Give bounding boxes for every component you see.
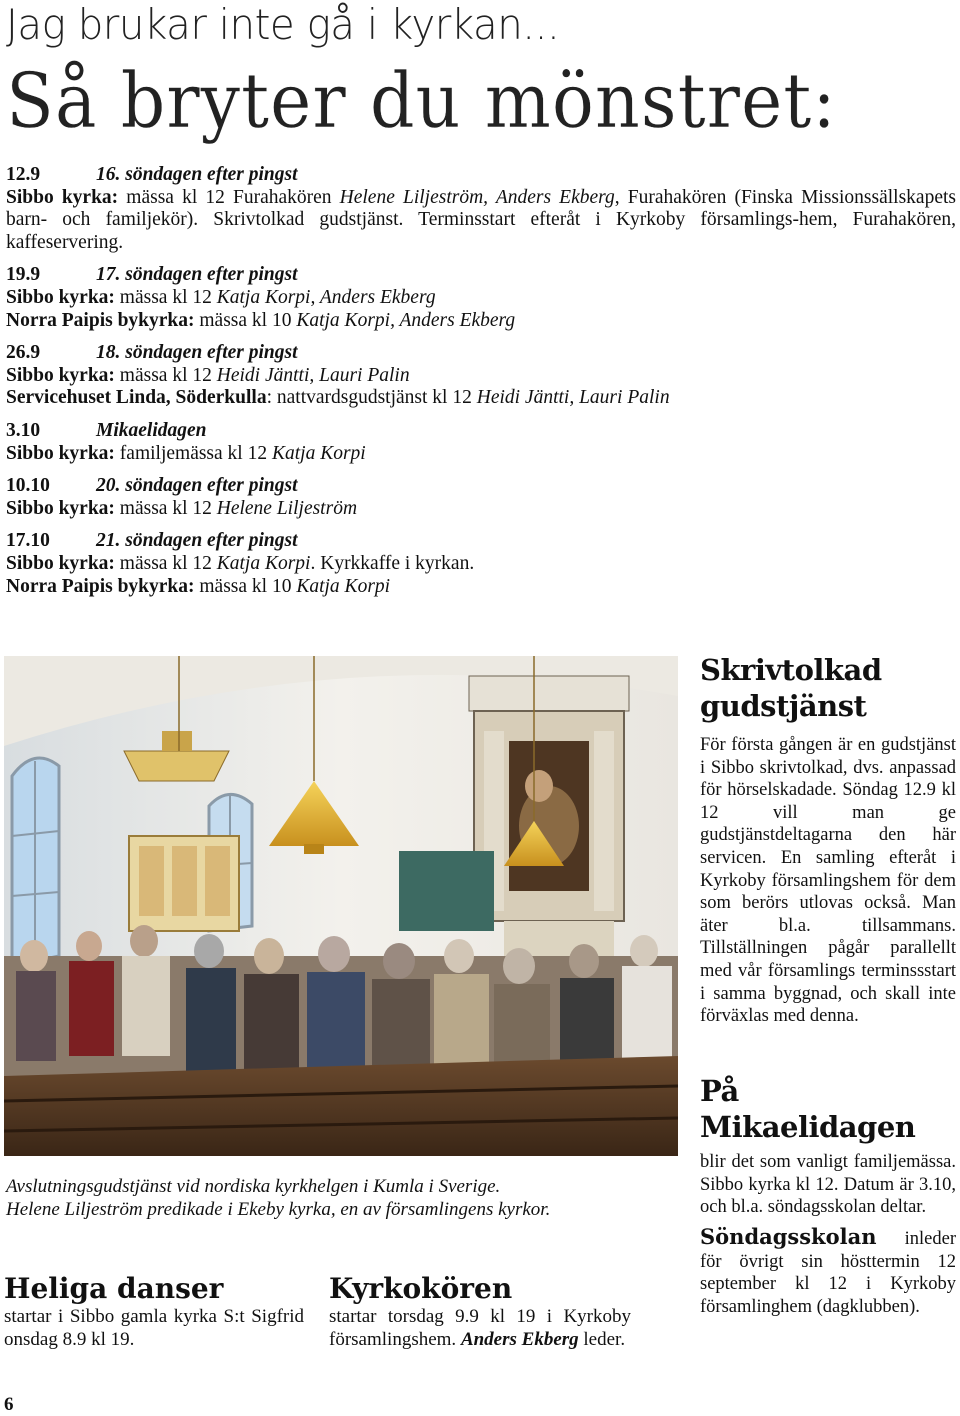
caption-line: Helene Liljeström predikade i Ekeby kyrka, en av församlingens kyrkor. — [6, 1198, 551, 1220]
entry-rest: . Kyrkkaffe i kyrkan. — [310, 552, 475, 574]
entry-location: Norra Paipis bykyrka: — [6, 575, 195, 597]
entry-names: Helene Liljeström, Anders Ekberg — [339, 186, 615, 208]
entry-day: 18. söndagen efter pingst — [96, 342, 298, 364]
entry-text: mässa kl 10 — [194, 575, 297, 597]
entry-text: mässa kl 12 — [114, 497, 217, 519]
page-number: 6 — [4, 1394, 14, 1415]
entry-date: 3.10 — [6, 419, 41, 441]
page-subtitle: Jag brukar inte gå i kyrkan... — [6, 0, 560, 49]
sidebar-bold-lead: Söndagsskolan — [700, 1224, 877, 1249]
box-text: startar torsdag 9.9 kl 19 i Kyrkoby församlingshem. — [329, 1306, 631, 1350]
entry-day: 17. söndagen efter pingst — [96, 264, 298, 286]
entry-text: mässa kl 12 — [114, 364, 217, 386]
entry-location: Sibbo kyrka: — [6, 286, 115, 308]
entry-location: Servicehuset Linda, Söderkulla — [6, 387, 267, 409]
sidebar-text: blir det som vanligt familjemässa. Sibbo kyrka kl 12. Datum är 3.10, och bl.a. söndagsskolan deltar. — [700, 1152, 956, 1218]
sidebar-skrivtolkad — [700, 652, 956, 1028]
entry-location: Sibbo kyrka: — [6, 497, 115, 519]
entry-rest: , Furahakören (Finska Missionssällskapets barn- och familjekör). Skrivtolkad gudstjänst. Terminsstart efteråt i Kyrkoby församlings-hem, Furahakören, kaffeservering. — [6, 186, 956, 253]
entry-date: 10.10 — [6, 475, 50, 497]
schedule-entry — [6, 420, 956, 465]
photo-caption — [6, 1176, 686, 1221]
box-kyrkokoren — [329, 1272, 631, 1351]
entry-date: 17.10 — [6, 530, 50, 552]
entry-names: Katja Korpi, Anders Ekberg — [296, 309, 516, 331]
church-interior-photo — [4, 656, 678, 1156]
sidebar-sondagsskolan — [700, 1226, 956, 1318]
sidebar-text: För första gången är en gudstjänst i Sibbo skrivtolkad, dvs. anpassad för hörselskadade. Söndag 12.9 kl 12 vill man ge gudstjänstdeltagarna den här servicen. En samling efteråt i Kyrkoby församlingshem för dem som berörs utlovas också. Man äter bl.a. tillsammans. Tillställningen pågår parallellt med vår församlings terminssstart i samma byggnad, och skall inte förväxlas med denna. — [700, 735, 956, 1027]
entry-text: : nattvardsgudstjänst kl 12 — [266, 387, 477, 409]
entry-text: mässa kl 12 — [114, 552, 217, 574]
entry-date: 12.9 — [6, 164, 41, 185]
caption-line: Avslutningsgudstjänst vid nordiska kyrkhelgen i Kumla i Sverige. — [6, 1176, 501, 1197]
entry-names: Helene Liljeström — [216, 497, 358, 519]
entry-day: Mikaelidagen — [96, 419, 207, 441]
entry-names: Heidi Jäntti, Lauri Palin — [476, 387, 670, 409]
box-name: Anders Ekberg — [460, 1328, 579, 1350]
entry-location: Sibbo kyrka: — [6, 364, 115, 386]
schedule-entry — [6, 475, 956, 520]
entry-location: Sibbo kyrka: — [6, 186, 119, 208]
box-heading: Heliga danser — [4, 1272, 224, 1305]
sidebar-heading: Skrivtolkad gudstjänst — [700, 653, 882, 723]
entry-day: 21. söndagen efter pingst — [96, 530, 298, 552]
entry-names: Katja Korpi — [271, 442, 366, 464]
box-heading: Kyrkokören — [329, 1272, 513, 1305]
page-title: Så bryter du mönstret: — [6, 56, 837, 145]
box-text-end: leder. — [578, 1328, 626, 1350]
box-heliga-danser — [4, 1272, 304, 1351]
entry-names: Katja Korpi — [216, 552, 311, 574]
entry-location: Sibbo kyrka: — [6, 552, 115, 574]
entry-names: Katja Korpi — [296, 575, 391, 597]
schedule-entry — [6, 264, 956, 332]
entry-text: mässa kl 12 — [114, 286, 217, 308]
entry-location: Sibbo kyrka: — [6, 442, 115, 464]
entry-day: 20. söndagen efter pingst — [96, 475, 298, 497]
entry-names: Heidi Jäntti, Lauri Palin — [216, 364, 410, 386]
schedule-entry — [6, 530, 956, 598]
entry-text: familjemässa kl 12 — [114, 442, 272, 464]
window-left — [12, 758, 59, 966]
sidebar-text: inleder för övrigt sin hösttermin 12 september kl 12 i Kyrkoby församlinghem (dagklubben). — [700, 1229, 956, 1317]
entry-date: 19.9 — [6, 264, 41, 286]
sidebar-heading: På Mikaelidagen — [700, 1074, 916, 1144]
entry-date: 26.9 — [6, 342, 41, 364]
entry-text: mässa kl 10 — [194, 309, 297, 331]
entry-day: 16. söndagen efter pingst — [96, 164, 298, 185]
entry-names: Katja Korpi, Anders Ekberg — [216, 286, 436, 308]
schedule-entry — [6, 164, 956, 254]
schedule-entry — [6, 342, 956, 410]
entry-text: mässa kl 12 Furahakören — [118, 186, 340, 208]
sidebar-mikaelidagen — [700, 1073, 956, 1219]
box-text: startar i Sibbo gamla kyrka S:t Sigfrid onsdag 8.9 kl 19. — [4, 1306, 304, 1350]
service-schedule — [6, 164, 956, 608]
entry-location: Norra Paipis bykyrka: — [6, 309, 195, 331]
